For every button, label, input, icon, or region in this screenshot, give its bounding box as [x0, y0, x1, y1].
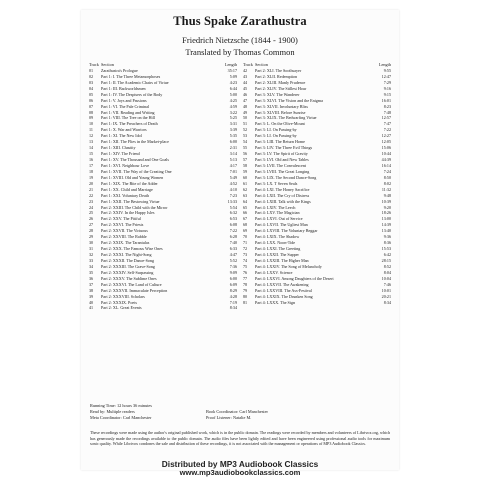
track-length: 5:25	[229, 115, 237, 121]
track-section: Part 3: LVII. The Convalescent	[255, 162, 307, 168]
track-number: 08	[89, 109, 94, 115]
track-length: 4:28	[229, 293, 237, 299]
credits	[90, 403, 390, 421]
track-section: Part 3: LIV. The Three Evil Things	[255, 145, 313, 151]
track-section: Part 4: LXV. The Magician	[255, 210, 300, 216]
track-number: 74	[243, 257, 248, 263]
track-section: Part 2: XLIII. Manly Prudence	[255, 79, 306, 85]
track-length: 5:35	[229, 133, 237, 139]
track-length: 13:40	[381, 228, 391, 234]
track-row	[243, 300, 391, 306]
track-length: 3:31	[229, 121, 237, 127]
track-section: Part 1: X. War and Warriors	[101, 127, 147, 133]
track-number: 67	[243, 216, 248, 222]
track-number: 06	[89, 97, 94, 103]
track-number: 76	[243, 269, 248, 275]
track-length: 4:47	[229, 252, 237, 257]
running-time: Running Time: 12 hours 36 minutes	[90, 403, 152, 408]
track-section: Part 4: LXXV. Science	[255, 269, 293, 275]
track-number: 79	[243, 287, 248, 293]
track-length: 16:01	[381, 97, 391, 103]
track-section: Part 4: LXXIV. The Song of Melancholy	[255, 263, 322, 269]
track-number: 42	[243, 67, 248, 73]
track-length: 3:22	[229, 109, 237, 115]
track-number: 78	[243, 281, 248, 287]
length-header: Length	[224, 62, 237, 67]
track-header: Track	[89, 62, 99, 67]
track-length: 6:44	[229, 85, 237, 91]
track-number: 50	[243, 115, 248, 121]
track-length: 5:52	[229, 257, 237, 263]
track-section: Part 2: XXIX. The Tarantulas	[101, 240, 150, 246]
track-number: 21	[89, 186, 94, 192]
track-section: Part 4: LXVI. Out of Service	[255, 216, 303, 222]
track-section: Part 1: XI. The New Idol	[101, 133, 142, 139]
track-length: 4:59	[229, 103, 237, 109]
track-number: 80	[243, 293, 248, 299]
track-length: 2:31	[229, 145, 237, 151]
track-section: Part 4: LXXI. The Greeting	[255, 246, 301, 252]
track-section: Zarathustra's Prologue	[101, 67, 138, 73]
track-number: 63	[243, 192, 248, 198]
track-section: Part 2: XXVIII. The Rabble	[101, 234, 147, 240]
track-length: 8:36	[383, 240, 391, 246]
track-section: Part 1: XXII. The Bestowing Virtue	[101, 198, 160, 204]
track-section: Part 3: XLVI. The Vision and the Enigma	[255, 97, 323, 103]
track-section: Part 3: LVI. Old and New Tables	[255, 157, 309, 162]
track-number: 37	[89, 281, 94, 287]
track-number: 61	[243, 180, 248, 186]
track-section: Part 4: LXXVIII. The Ass-Festival	[255, 287, 312, 293]
track-number: 59	[243, 168, 248, 174]
track-length: 7:22	[229, 228, 237, 234]
track-section: Part 2: XLIV. The Stillest Hour	[255, 85, 307, 91]
track-number: 38	[89, 287, 94, 293]
track-number: 12	[89, 133, 94, 139]
track-section: Part 1: XIII. Chastity	[101, 145, 136, 151]
track-number: 68	[243, 222, 248, 228]
track-number: 52	[243, 127, 248, 133]
track-length: 5:54	[229, 204, 237, 210]
track-length: 5:49	[229, 174, 237, 180]
track-section: Part 2: XXXII. The Dance-Song	[101, 257, 155, 263]
track-length: 8:52	[383, 263, 391, 269]
track-length: 12:57	[381, 115, 391, 121]
website-url: www.mp3audiobookclassics.com	[179, 468, 301, 477]
track-length: 7:36	[229, 263, 237, 269]
track-number: 36	[89, 275, 94, 281]
track-length: 7:01	[229, 168, 237, 174]
book-title: Thus Spake Zarathustra	[173, 14, 307, 28]
track-column-left	[89, 62, 237, 311]
track-section: Part 4: LXXII. The Supper	[255, 252, 299, 257]
track-section: Part 1: XV. The Thousand and One Goals	[101, 157, 169, 162]
track-section: Part 2: XLI. The Soothsayer	[255, 67, 302, 73]
track-length: 6:42	[383, 252, 391, 257]
track-length: 5:00	[229, 91, 237, 97]
track-length: 13:00	[381, 216, 391, 222]
track-number: 26	[89, 216, 94, 222]
track-number: 16	[89, 157, 94, 162]
track-number: 77	[243, 275, 248, 281]
track-length: 9:16	[383, 85, 391, 91]
track-length: 7:47	[383, 121, 391, 127]
track-number: 65	[243, 204, 248, 210]
track-number: 49	[243, 109, 248, 115]
cd-insert-sheet	[81, 10, 399, 477]
track-length: 9:55	[383, 67, 391, 73]
track-number: 24	[89, 204, 94, 210]
track-section: Part 1: IX. The Preachers of Death	[101, 121, 158, 127]
track-number: 75	[243, 263, 248, 269]
track-section: Part 4: LXIV. The Leech	[255, 204, 296, 210]
track-number: 29	[89, 234, 94, 240]
track-number: 53	[243, 133, 248, 139]
track-number: 51	[243, 121, 248, 127]
track-length: 8:50	[383, 174, 391, 180]
author-line: Friedrich Nietzsche (1844 - 1900)	[182, 35, 298, 45]
track-length: 8:04	[383, 269, 391, 275]
track-length: 7:22	[383, 127, 391, 133]
track-length: 7:19	[229, 299, 237, 305]
track-length: 8:23	[383, 103, 391, 109]
track-section: Part 4: LXI. The Honey Sacrifice	[255, 186, 310, 192]
track-section: Part 2: XXV. The Pitiful	[101, 216, 141, 222]
track-length: 7:46	[383, 281, 391, 287]
track-number: 32	[89, 252, 94, 257]
track-section: Part 2: XXIV. In the Happy Isles	[101, 210, 155, 216]
track-section: Part 4: LXXVII. The Awakening	[255, 281, 309, 287]
track-number: 44	[243, 79, 248, 85]
track-number: 19	[89, 174, 94, 180]
track-section: Part 4: LXX. Noon-Tide	[255, 240, 296, 246]
track-number: 03	[89, 79, 94, 85]
track-number: 20	[89, 180, 94, 186]
track-length: 3:14	[229, 151, 237, 157]
track-length: 35:17	[227, 67, 237, 73]
track-section: Part 1: IV. The Despisers of the Body	[101, 91, 163, 97]
track-section: Part 4: LXVII. The Ugliest Man	[255, 222, 308, 228]
track-length: 15:53	[381, 246, 391, 252]
track-length: 5:09	[229, 73, 237, 79]
track-length: 6:00	[229, 139, 237, 145]
track-section: Part 2: XXXVI. The Land of Culture	[101, 281, 162, 287]
track-section: Part 4: LXVIII. The Voluntary Beggar	[255, 228, 318, 234]
track-number: 71	[243, 240, 248, 246]
track-length: 9:48	[383, 192, 391, 198]
track-section: Part 2: XXXI. The Night-Song	[101, 252, 152, 257]
track-header: Track	[243, 62, 253, 67]
track-section: Part 3: XLVII. Involuntary Bliss	[255, 103, 308, 109]
track-number: 13	[89, 139, 94, 145]
track-length: 7:29	[383, 79, 391, 85]
track-section: Part 1: XX. Child and Marriage	[101, 186, 153, 192]
track-number: 04	[89, 85, 94, 91]
track-section: Part 3: LVIII. The Great Longing	[255, 168, 310, 174]
track-number: 33	[89, 257, 94, 263]
track-section: Part 2: XL. Great Events	[101, 305, 142, 311]
track-section: Part 1: III. Backworldsmen	[101, 85, 146, 91]
track-number: 43	[243, 73, 248, 79]
track-length: 10:44	[381, 151, 391, 157]
track-length: 4:10	[229, 186, 237, 192]
track-length: 8:29	[229, 287, 237, 293]
track-length: 8:34	[229, 305, 237, 311]
track-section: Part 3: L. On the Olive-Mount	[255, 121, 305, 127]
track-number: 05	[89, 91, 94, 97]
track-section: Part 4: LXXIX. The Drunken Song	[255, 293, 313, 299]
track-length: 6:08	[229, 222, 237, 228]
track-length: 18:26	[381, 210, 391, 216]
track-section: Part 4: LXIII. Talk with the Kings	[255, 198, 311, 204]
track-length: 6:09	[229, 281, 237, 287]
track-number: 31	[89, 246, 94, 252]
track-number: 73	[243, 252, 248, 257]
track-section: Part 2: XXXIII. The Grave-Song	[101, 263, 155, 269]
track-number: 55	[243, 145, 248, 151]
track-number: 57	[243, 157, 248, 162]
track-number: 02	[89, 73, 94, 79]
track-number: 28	[89, 228, 94, 234]
track-section: Part 1: XIX. The Bite of the Adder	[101, 180, 158, 186]
track-number: 54	[243, 139, 248, 145]
track-number: 72	[243, 246, 248, 252]
track-length: 9:15	[383, 91, 391, 97]
track-length: 13:33	[227, 198, 237, 204]
track-section: Part 2: XLII. Redemption	[255, 73, 298, 79]
track-section: Part 3: LI. On Passing-by	[255, 127, 297, 133]
track-section: Part 1: II. The Academic Chairs of Virtue	[101, 79, 169, 85]
track-length: 11:32	[381, 186, 391, 192]
track-number: 39	[89, 293, 94, 299]
track-section: Part 4: LXII. The Cry of Distress	[255, 192, 310, 198]
track-number: 47	[243, 97, 248, 103]
track-number: 45	[243, 85, 248, 91]
track-section: Part 2: XXXIX. Poets	[101, 299, 137, 305]
track-section: Part 1: V. Joys and Passions	[101, 97, 147, 103]
track-number: 17	[89, 162, 94, 168]
track-length: 7:48	[383, 109, 391, 115]
track-length: 6:32	[229, 210, 237, 216]
track-section: Part 3: LX. T Seven Seals	[255, 180, 298, 186]
track-section: Part 3: XLV. The Wanderer	[255, 91, 300, 97]
track-number: 46	[243, 91, 248, 97]
track-length: 12:05	[381, 139, 391, 145]
track-number: 56	[243, 151, 248, 157]
track-number: 10	[89, 121, 94, 127]
track-number: 62	[243, 186, 248, 192]
track-section: Part 2: XXXV. The Sublime Ones	[101, 275, 157, 281]
track-number: 58	[243, 162, 248, 168]
track-section: Part 1: XVIII. Old and Young Women	[101, 174, 164, 180]
track-section: Part 1: XVI. Neighbour Love	[101, 162, 150, 168]
track-number: 22	[89, 192, 94, 198]
track-number: 07	[89, 103, 94, 109]
track-length: 44:39	[381, 157, 391, 162]
track-number: 09	[89, 115, 94, 121]
track-length: 28:15	[381, 257, 391, 263]
track-number: 66	[243, 210, 248, 216]
track-length: 10:01	[381, 287, 391, 293]
track-number: 15	[89, 151, 94, 157]
track-length: 14:39	[381, 222, 391, 228]
track-section: Part 1: XXI. Voluntary Death	[101, 192, 149, 198]
track-length: 10:04	[381, 275, 391, 281]
length-header: Length	[378, 62, 391, 67]
track-column-right	[243, 62, 391, 305]
track-section: Part 3: LIX. The Second Dance-Song	[255, 174, 317, 180]
track-number: 81	[243, 299, 248, 305]
track-section: Part 3: LI. On Passing-by	[255, 133, 297, 139]
track-length: 12:27	[381, 133, 391, 139]
track-section: Part 2: XXXVIII. Scholars	[101, 293, 145, 299]
track-row	[89, 305, 237, 311]
section-header: Section	[255, 62, 268, 67]
public-domain-notice: These recordings were made using the author's original published work, which is in the public domain. The readings were recorded by members and volunteers of Librivox.org, which has generously made the recordings available to the public domain. The audio files have been lightly edited and have been engineered using professional audio tools for maximum sonic quality. While Librivox condones the sale and distribution of these recordings, it is not associated with the management or operations of MP3 Audiobook Classics.	[90, 430, 390, 447]
track-length: 6:53	[229, 216, 237, 222]
track-section: Part 2: XXVII. The Virtuous	[101, 228, 148, 234]
track-length: 4:52	[229, 180, 237, 186]
track-length: 9:09	[229, 269, 237, 275]
track-section: Part 2: XXX. The Famous Wise Ones	[101, 246, 163, 252]
track-number: 23	[89, 198, 94, 204]
distributor-line: Distributed by MP3 Audiobook Classics	[161, 459, 319, 469]
track-length: 5:13	[229, 157, 237, 162]
track-length: 8:02	[383, 180, 391, 186]
track-section: Part 4: LXXVI. Among Daughters of the Desert	[255, 275, 334, 281]
track-section: Part 2: XXVI. The Priests	[101, 222, 144, 228]
track-length: 6:33	[229, 246, 237, 252]
track-section: Part 2: XXXVII. Immaculate Perception	[101, 287, 168, 293]
track-number: 41	[89, 305, 94, 311]
track-number: 30	[89, 240, 94, 246]
track-section: Part 4: LXIX. The Shadow	[255, 234, 300, 240]
section-header: Section	[101, 62, 114, 67]
track-length: 15:06	[381, 145, 391, 151]
track-length: 6:28	[229, 234, 237, 240]
meta-coordinator: Meta Coordinator: Carl Manchester	[90, 415, 152, 421]
track-number: 34	[89, 263, 94, 269]
track-length: 16:14	[381, 162, 391, 168]
track-length: 4:25	[229, 97, 237, 103]
read-by: Read by: Multiple readers	[90, 409, 135, 415]
track-number: 69	[243, 228, 248, 234]
track-section: Part 1: VII. Reading and Writing	[101, 109, 155, 115]
track-length: 12:47	[381, 73, 391, 79]
proof-listener: Proof Listener: Natalie M.	[206, 415, 252, 421]
track-length: 10:39	[381, 198, 391, 204]
translator-line: Translated by Thomas Common	[185, 47, 295, 57]
track-number: 01	[89, 67, 94, 73]
track-number: 64	[243, 198, 248, 204]
track-length: 9:36	[383, 234, 391, 240]
track-section: Part 2: XXIII. The Child with the Mirror	[101, 204, 168, 210]
track-section: Part 4: LXXX. The Sign	[255, 299, 296, 305]
track-length: 9:20	[383, 204, 391, 210]
track-length: 4:17	[229, 162, 237, 168]
track-section: Part 1: XII. The Flies in the Market-place	[101, 139, 169, 145]
track-length: 20:21	[381, 293, 391, 299]
track-number: 40	[89, 299, 94, 305]
track-number: 11	[89, 127, 93, 133]
track-section: Part 1: VI. The Pale Criminal	[101, 103, 150, 109]
track-length: 6:00	[229, 275, 237, 281]
track-section: Part 1: VIII. The Tree on the Hill	[101, 115, 155, 121]
track-length: 7:24	[383, 168, 391, 174]
track-number: 70	[243, 234, 248, 240]
track-section: Part 3: LIII. The Return Home	[255, 139, 305, 145]
track-section: Part 3: XLIX. The Bedwarfing Virtue	[255, 115, 317, 121]
book-coordinator: Book Coordinator: Carl Manchester	[206, 409, 268, 415]
track-number: 18	[89, 168, 94, 174]
track-section: Part 1: XVII. The Way of the Creating One	[101, 168, 172, 174]
track-length: 3:39	[229, 127, 237, 133]
track-section: Part 1: XIV. The Friend	[101, 151, 140, 157]
track-section: Part 4: LXXIII. The Higher Man	[255, 257, 309, 263]
track-section: Part 1: I. The Three Metamorphoses	[101, 73, 161, 79]
track-section: Part 3: LV. The Spirit of Gravity	[255, 151, 308, 157]
track-section: Part 2: XXXIV. Self-Surpassing	[101, 269, 154, 275]
track-section: Part 3: XLVIII. Before Sunrise	[255, 109, 306, 115]
track-number: 27	[89, 222, 94, 228]
track-length: 8:34	[383, 299, 391, 305]
track-number: 14	[89, 145, 94, 151]
track-number: 25	[89, 210, 94, 216]
track-number: 35	[89, 269, 94, 275]
track-number: 60	[243, 174, 248, 180]
track-length: 7:40	[229, 240, 237, 246]
track-length: 4:23	[229, 79, 237, 85]
track-length: 7:23	[229, 192, 237, 198]
track-number: 48	[243, 103, 248, 109]
